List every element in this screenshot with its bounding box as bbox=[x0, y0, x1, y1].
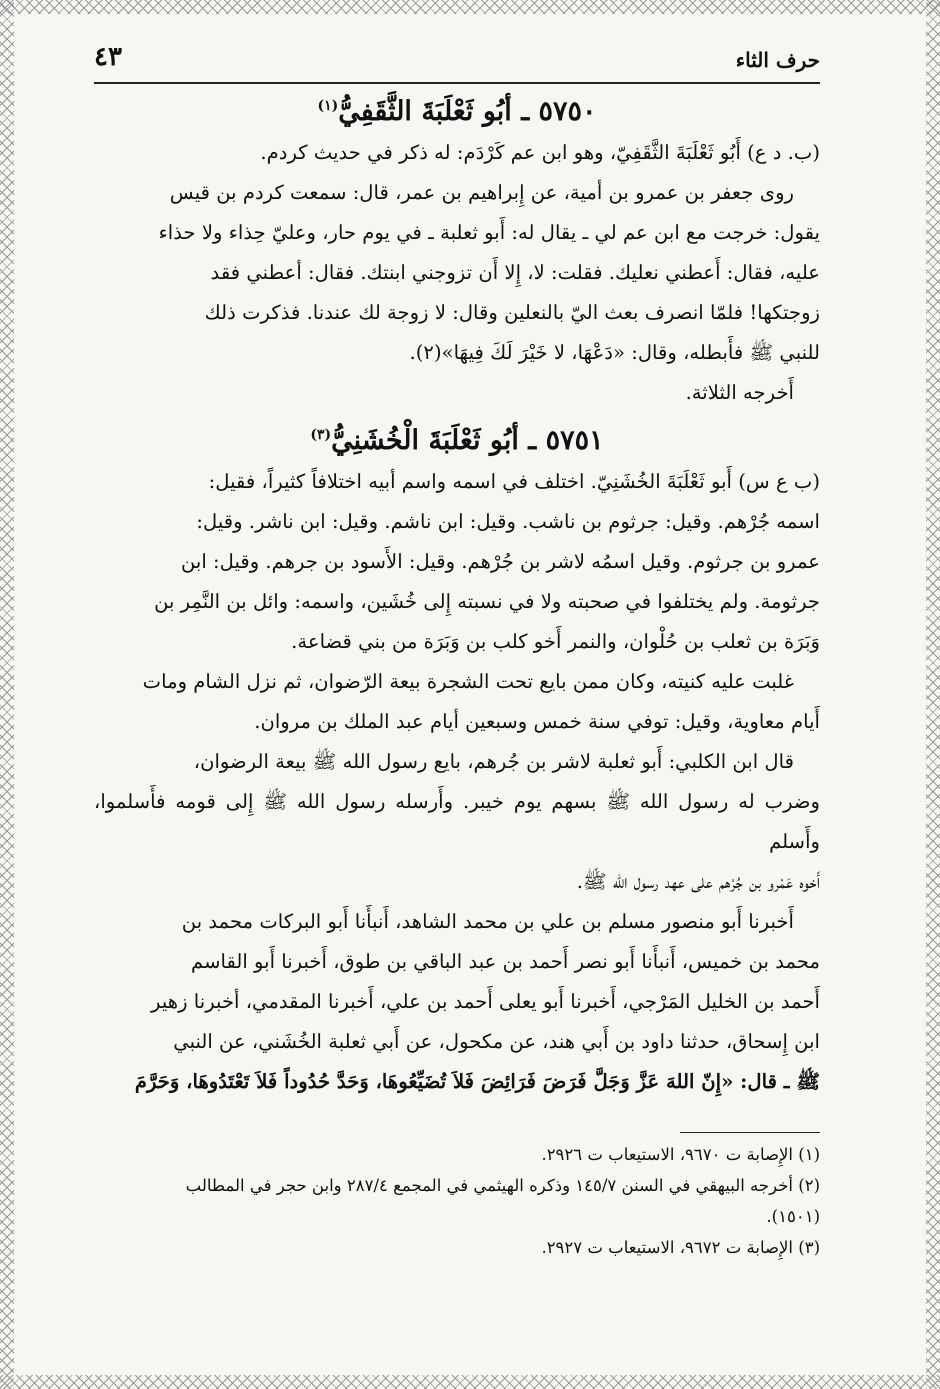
footnote-separator bbox=[680, 1132, 820, 1133]
entry2-line: جرثومة. ولم يختلفوا في صحبته ولا في نسبته إِلى خُشَين، واسمه: وائل بن النَّمِر بن bbox=[154, 590, 820, 613]
entry-title-5750 bbox=[94, 96, 820, 127]
footnote-ref: (١) bbox=[317, 98, 339, 114]
entry2-line: محمد بن خميس، أَنبأَنا أَبو نصر أَحمد بن عبد الباقي بن طوق، أَخبرنا أَبو القاسم bbox=[191, 950, 820, 973]
entry1-line: يقول: خرجت مع ابن عم لي ـ يقال له: أَبو ثعلبة ـ في يوم حار، وعليّ حِذاء ولا حذاء bbox=[158, 221, 820, 244]
running-title: حرف الثاء bbox=[735, 48, 820, 72]
entry-title-text: ٥٧٥٠ ـ أبُو ثَعْلَبَةَ الثَّقَفِيُّ bbox=[338, 96, 597, 127]
entry2-line: غلبت عليه كنيته، وكان ممن بايع تحت الشجرة بيعة الرّضوان، ثم نزل الشام ومات bbox=[142, 670, 794, 693]
entry1-line: روى جعفر بن عمرو بن أمية، عن إِبراهيم بن عمر، قال: سمعت كردم بن قيس bbox=[169, 181, 794, 204]
entry2-line: أَخبرنا أَبو منصور مسلم بن علي بن محمد الشاهد، أَنبأَنا أَبو البركات محمد بن bbox=[181, 910, 794, 933]
entry1-line: أَخرجه الثلاثة. bbox=[685, 381, 794, 404]
entry2-line: وضرب له رسول الله ﷺ بسهم يوم خيبر. وأَرسله رسول الله ﷺ إِلى قومه فأَسلموا، وأَسلم bbox=[94, 790, 820, 853]
page-header bbox=[94, 36, 820, 84]
entry2-line: وَبَرَة بن ثعلب بن حُلْوان، والنمر أَخو كلب بن وَبَرَة من بني قضاعة. bbox=[291, 630, 820, 653]
entry2-line: ﷺ ـ قال: «إِنّ اللهَ عَزَّ وَجَلَّ فَرَضَ فَرَائِضَ فَلاَ تُضَيِّعُوهَا، وَحَدَّ حُدُوداً فَلاَ تَعْتَدُوهَا، وَحَرَّمَ bbox=[134, 1070, 820, 1093]
entry2-line: أَيام معاوية، وقيل: توفي سنة خمس وسبعين أيام عبد الملك بن مروان. bbox=[254, 710, 820, 733]
entry-title-text: ٥٧٥١ ـ أبُو ثَعْلَبَةَ الْخُشَنِيُّ bbox=[331, 425, 604, 456]
entry2-line: قال ابن الكلبي: أَبو ثعلبة لاشر بن جُرهم، بايع رسول الله ﷺ بيعة الرضوان، bbox=[193, 750, 794, 773]
footnote-ref: (٣) bbox=[310, 427, 332, 443]
page-number: ٤٣ bbox=[94, 42, 122, 72]
entry-title-5751 bbox=[94, 425, 820, 456]
footnote: (٢) أخرجه البيهقي في السنن ١٤٥/٧ وذكره الهيثمي في المجمع ٢٨٧/٤ وابن حجر في المطالب bbox=[185, 1176, 820, 1195]
entry2-line: ابن إِسحاق، حدثنا داود بن أَبي هند، عن مكحول، عن أَبي ثعلبة الخُشَني، عن النبي bbox=[173, 1030, 820, 1053]
entry2-line: اسمه جُرْهم. وقيل: جرثوم بن ناشب. وقيل: ابن ناشم. وقيل: ابن ناشر. وقيل: bbox=[196, 510, 820, 533]
entry1-line: عليه، فقال: أَعطني نعليك. فقلت: لا، إِلا أَن تزوجني ابنتك. فقال: أعطني فقد bbox=[210, 261, 820, 284]
book-page bbox=[94, 36, 820, 1263]
decorative-border-bottom bbox=[0, 1375, 940, 1389]
decorative-border-left bbox=[0, 0, 14, 1389]
entry1-line: (ب. د ع) أَبُو ثَعْلَبَةَ الثَّقَفِيّ، وهو ابن عم كَرْدَم: له ذكر في حديث كردم. bbox=[260, 141, 820, 164]
footnote: (١) الإِصابة ت ٩٦٧٠، الاستيعاب ت ٢٩٢٦. bbox=[541, 1145, 820, 1164]
entry2-line: أَخوه عَمْرو بن جُرْهم على عهد رسول الله ﷺ. bbox=[576, 870, 820, 893]
entry1-line: للنبي ﷺ فأَبطله، وقال: «دَعْهَا، لا خَيْرَ لَكَ فِيهَا»(٢). bbox=[409, 341, 820, 364]
entry2-line: أَحمد بن الخليل المَرْجي، أَخبرنا أَبو يعلى أَحمد بن علي، أَخبرنا المقدمي، أخبرنا زهير bbox=[151, 990, 820, 1013]
entry2-line: عمرو بن جرثوم. وقيل اسمُه لاشر بن جُرْهم. وقيل: الأَسود بن جرهم. وقيل: ابن bbox=[180, 550, 820, 573]
footnote-continuation: (١٥٠١). bbox=[766, 1207, 820, 1226]
entry2-line: (ب ع س) أَبو ثَعْلَبَةَ الخُشَنِيّ. اختلف في اسمه واسم أبيه اختلافاً كثيراً، فقيل: bbox=[208, 470, 820, 493]
decorative-border-top bbox=[0, 0, 940, 14]
entry1-line: زوجتكها! فلمّا انصرف بعث اليّ بالنعلين وقال: لا زوجة لك عندنا. فذكرت ذلك bbox=[204, 301, 820, 324]
footnote: (٣) الإِصابة ت ٩٦٧٢، الاستيعاب ت ٢٩٢٧. bbox=[541, 1238, 820, 1257]
decorative-border-right bbox=[926, 0, 940, 1389]
